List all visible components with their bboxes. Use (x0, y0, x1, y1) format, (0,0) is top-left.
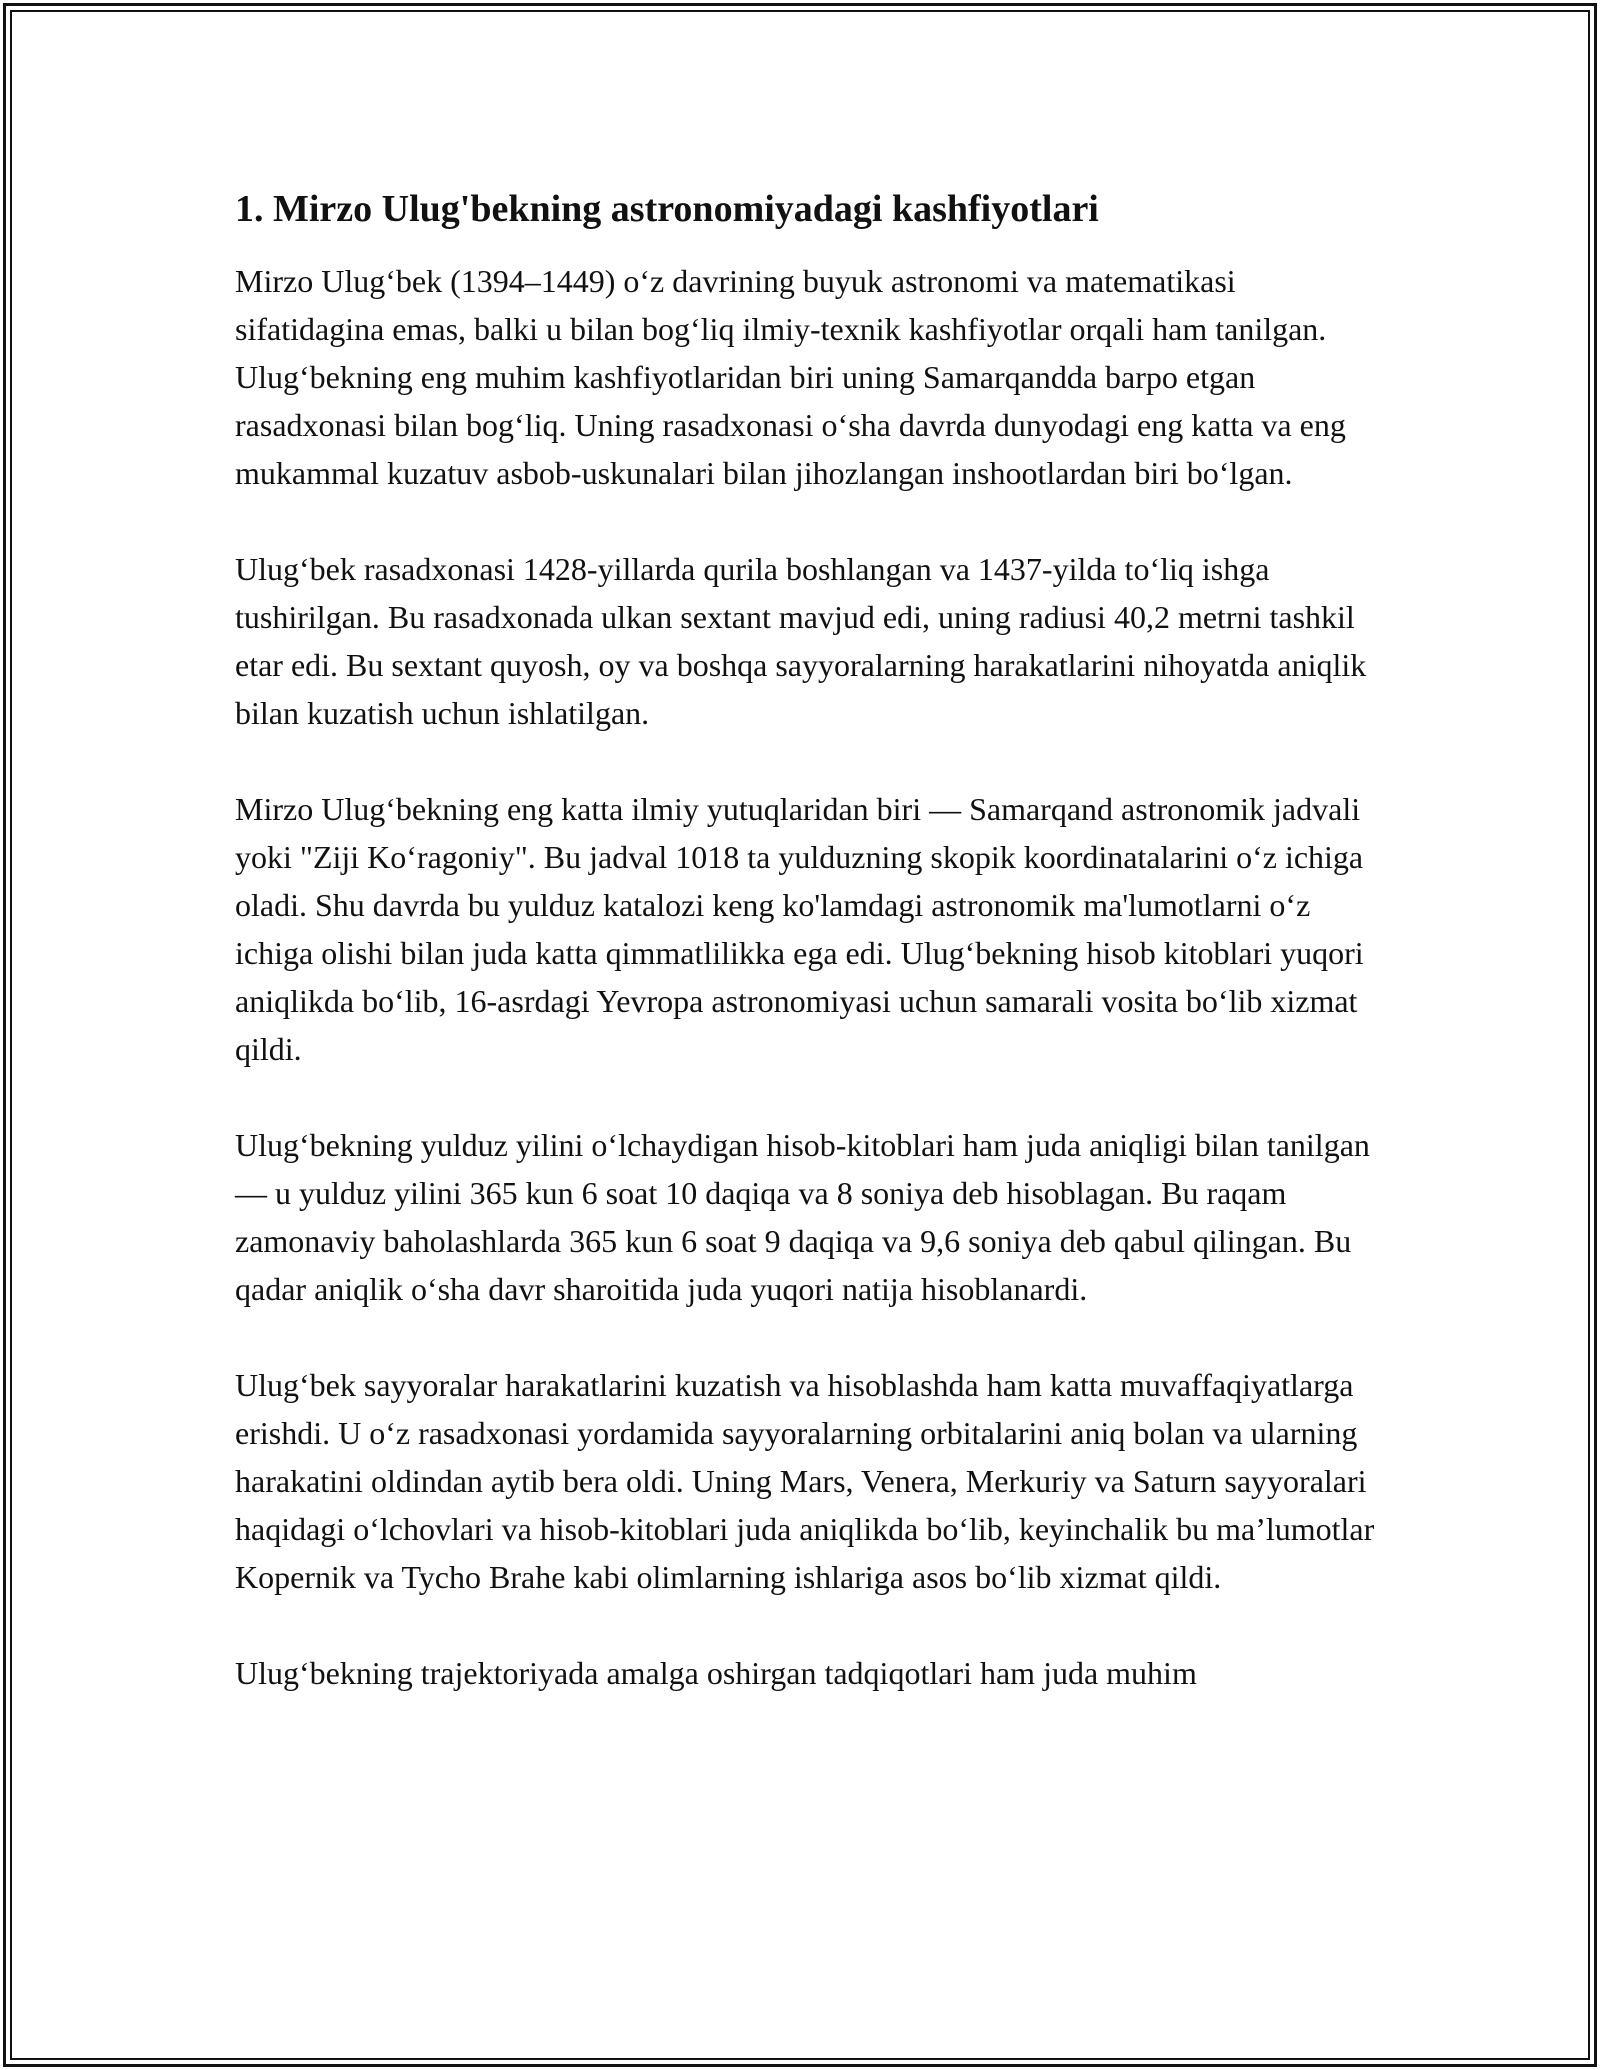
paragraph-sidereal-year: Ulug‘bekning yulduz yilini o‘lchaydigan hisob-kitoblari ham juda aniqligi bilan tanilgan — u yulduz yilini 365 kun 6 soat 10 daqiqa va 8 soniya deb hisoblagan. Bu raqam zamonaviy baholashlarda 365 kun 6 soat 9 daqiqa va 9,6 soniya deb qabul qilingan. Bu qadar aniqlik o‘sha davr sharoitida juda yuqori natija hisoblanardi. (235, 1127, 1370, 1307)
paragraph-sextant: Ulug‘bek rasadxonasi 1428-yillarda qurila boshlangan va 1437-yilda to‘liq ishga tushirilgan. Bu rasadxonada ulkan sextant mavjud edi, uning radiusi 40,2 metrni tashkil etar edi. Bu sextant quyosh, oy va boshqa sayyoralarning harakatlarini nihoyatda aniqlik bilan kuzatish uchun ishlatilgan. (235, 551, 1367, 731)
document-title: 1. Mirzo Ulug'bekning astronomiyadagi kashfiyotlari (235, 188, 1099, 230)
paragraph-observatory: Mirzo Ulug‘bek (1394–1449) o‘z davrining buyuk astronomi va matematikasi sifatidagina emas, balki u bilan bog‘liq ilmiy-texnik kashfiyotlar orqali ham tanilgan. Ulug‘bekning eng muhim kashfiyotlaridan biri uning Samarqandda barpo etgan rasadxonasi bilan bog‘liq. Uning rasadxonasi o‘sha davrda dunyodagi eng katta va eng mukammal kuzatuv asbob-uskunalari bilan jihozlangan inshootlardan biri bo‘lgan. (235, 263, 1346, 491)
paragraph-planets: Ulug‘bek sayyoralar harakatlarini kuzatish va hisoblashda ham katta muvaffaqiyatlarga erishdi. U o‘z rasadxonasi yordamida sayyoralarning orbitalarini aniq bolan va ularning harakatini oldindan aytib bera oldi. Uning Mars, Venera, Merkuriy va Saturn sayyoralari haqidagi o‘lchovlari va hisob-kitoblari juda aniqlikda bo‘lib, keyinchalik bu ma’lumotlar Kopernik va Tycho Brahe kabi olimlarning ishlariga asos bo‘lib xizmat qildi. (235, 1367, 1375, 1595)
document-body (235, 185, 1375, 1697)
paragraph-trajectory: Ulug‘bekning trajektoriyada amalga oshirgan tadqiqotlari ham juda muhim (235, 1655, 1197, 1691)
paragraph-star-catalog: Mirzo Ulug‘bekning eng katta ilmiy yutuqlaridan biri — Samarqand astronomik jadvali yoki "Ziji Ko‘ragoniy". Bu jadval 1018 ta yulduzning skopik koordinatalarini o‘z ichiga oladi. Shu davrda bu yulduz katalozi keng ko'lamdagi astronomik ma'lumotlarni o‘z ichiga olishi bilan juda katta qimmatlilikka ega edi. Ulug‘bekning hisob kitoblari yuqori aniqlikda bo‘lib, 16-asrdagi Yevropa astronomiyasi uchun samarali vosita bo‘lib xizmat qildi. (235, 791, 1364, 1067)
